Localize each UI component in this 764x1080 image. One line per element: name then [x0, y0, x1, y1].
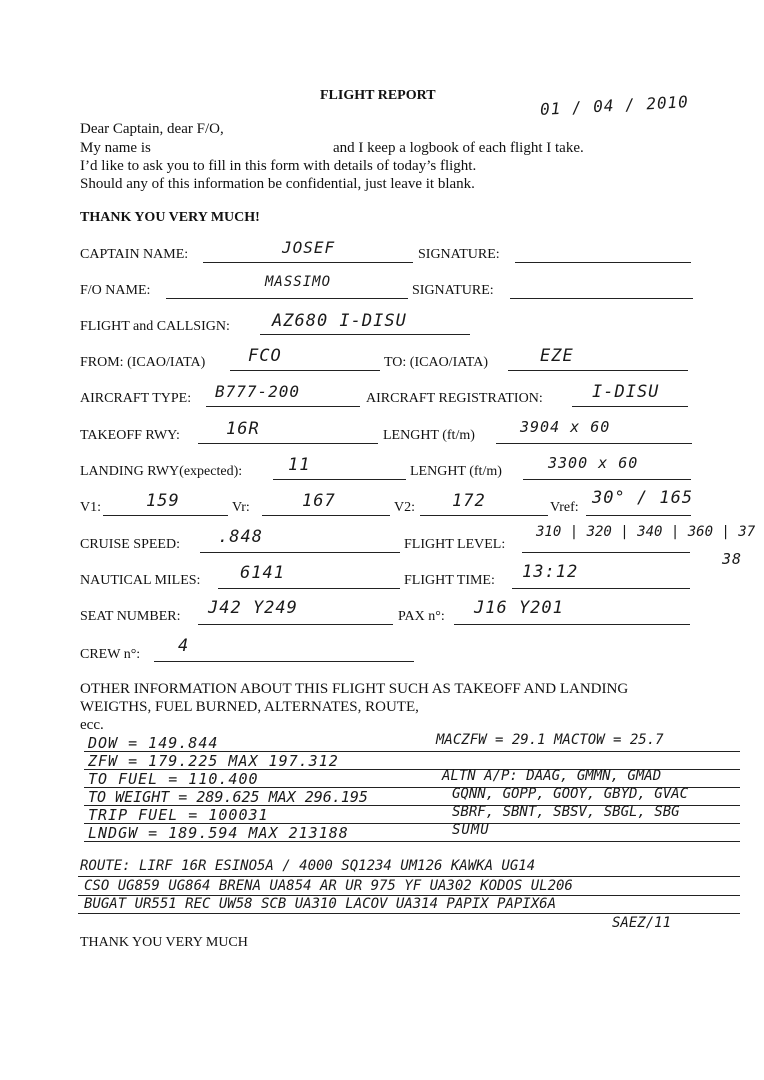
info-right-3: ALTN A/P: DAAG, GMMN, GMAD: [442, 768, 662, 784]
captain-name-label: CAPTAIN NAME:: [80, 247, 189, 262]
landing-length-label: LENGHT (ft/m): [410, 464, 502, 479]
v2-value: 172: [452, 491, 486, 511]
landing-rwy-line: [273, 479, 406, 480]
route-line-2: CSO UG859 UG864 BRENA UA854 AR UR 975 YF UA302 KODOS UL206: [84, 878, 573, 894]
landing-length-line: [523, 479, 691, 480]
captain-signature-label: SIGNATURE:: [418, 247, 500, 262]
pax-value: J16 Y201: [474, 598, 564, 618]
vref-line: [586, 515, 691, 516]
nautical-miles-label: NAUTICAL MILES:: [80, 573, 201, 588]
date-value: 01 / 04 / 2010: [539, 92, 690, 119]
thanks-heading: THANK YOU VERY MUCH!: [80, 210, 260, 225]
aircraft-type-value: B777-200: [215, 382, 301, 401]
cruise-speed-label: CRUISE SPEED:: [80, 537, 180, 552]
info-right-6: SUMU: [452, 822, 490, 838]
footer-thanks: THANK YOU VERY MUCH: [80, 935, 248, 950]
fo-name-label: F/O NAME:: [80, 283, 151, 298]
route-line-1: ROUTE: LIRF 16R ESINO5A / 4000 SQ1234 UM126 KAWKA UG14: [80, 858, 536, 874]
v1-line: [103, 515, 228, 516]
route-line-3: BUGAT UR551 REC UW58 SCB UA310 LACOV UA314 PAPIX PAPIX6A: [84, 896, 557, 912]
info-right-5: SBRF, SBNT, SBSV, SBGL, SBG: [452, 804, 680, 820]
intro-line-1: Dear Captain, dear F/O,: [80, 121, 224, 137]
other-info-heading-1: OTHER INFORMATION ABOUT THIS FLIGHT SUCH AS TAKEOFF AND LANDING: [80, 681, 629, 697]
landing-rwy-label: LANDING RWY(expected):: [80, 464, 243, 479]
takeoff-rwy-value: 16R: [226, 419, 260, 439]
page-title: FLIGHT REPORT: [320, 88, 436, 103]
aircraft-type-label: AIRCRAFT TYPE:: [80, 391, 192, 406]
flight-level-line: [522, 552, 690, 553]
landing-length-value: 3300 x 60: [548, 454, 639, 472]
flight-time-label: FLIGHT TIME:: [404, 573, 495, 588]
v1-value: 159: [146, 491, 180, 511]
takeoff-length-line: [496, 443, 692, 444]
seat-number-line: [198, 624, 393, 625]
info-left-2: ZFW = 179.225 MAX 197.312: [88, 752, 339, 770]
vr-line: [262, 515, 390, 516]
flight-level-value-2: 38: [722, 550, 743, 568]
info-right-1: MACZFW = 29.1 MACTOW = 25.7: [436, 732, 664, 748]
to-value: EZE: [540, 346, 574, 366]
pax-label: PAX n°:: [398, 609, 445, 624]
aircraft-registration-label: AIRCRAFT REGISTRATION:: [366, 391, 543, 406]
flight-level-value: 310 | 320 | 340 | 360 | 37: [536, 524, 756, 540]
seat-number-value: J42 Y249: [208, 598, 298, 618]
intro-line-2b: and I keep a logbook of each flight I take.: [333, 140, 584, 156]
cruise-speed-value: .848: [218, 527, 263, 547]
flight-time-value: 13:12: [522, 562, 579, 582]
flight-callsign-value: AZ680 I-DISU: [272, 311, 407, 331]
from-line: [230, 370, 380, 371]
seat-number-label: SEAT NUMBER:: [80, 609, 181, 624]
aircraft-registration-value: I-DISU: [592, 382, 660, 402]
vr-value: 167: [302, 491, 336, 511]
intro-line-2a: My name is: [80, 140, 151, 156]
captain-name-value: JOSEF: [282, 238, 336, 257]
aircraft-registration-line: [572, 406, 688, 407]
crew-value: 4: [178, 636, 190, 656]
v1-label: V1:: [80, 500, 101, 515]
to-line: [508, 370, 688, 371]
vr-label: Vr:: [232, 500, 250, 515]
info-left-5: TRIP FUEL = 100031: [88, 806, 269, 824]
info-left-6: LNDGW = 189.594 MAX 213188: [88, 824, 349, 842]
info-right-4: GQNN, GOPP, GOOY, GBYD, GVAC: [452, 786, 689, 802]
v2-line: [420, 515, 548, 516]
flight-level-label: FLIGHT LEVEL:: [404, 537, 506, 552]
v2-label: V2:: [394, 500, 415, 515]
fo-name-value: MASSIMO: [265, 274, 332, 290]
fo-name-line: [166, 298, 408, 299]
flight-callsign-label: FLIGHT and CALLSIGN:: [80, 319, 230, 334]
flight-time-line: [512, 588, 690, 589]
info-left-3: TO FUEL = 110.400: [88, 770, 259, 788]
info-left-4: TO WEIGHT = 289.625 MAX 296.195: [88, 788, 368, 806]
landing-rwy-value: 11: [288, 455, 311, 475]
from-label: FROM: (ICAO/IATA): [80, 355, 206, 370]
crew-label: CREW n°:: [80, 647, 141, 662]
route-end: SAEZ/11: [612, 915, 672, 931]
flight-callsign-line: [260, 334, 470, 335]
fo-signature-label: SIGNATURE:: [412, 283, 494, 298]
pax-line: [454, 624, 690, 625]
nautical-miles-value: 6141: [240, 563, 285, 583]
cruise-speed-line: [200, 552, 400, 553]
info-left-1: DOW = 149.844: [88, 734, 219, 752]
takeoff-length-label: LENGHT (ft/m): [383, 428, 475, 443]
info-rule-6: [84, 841, 740, 842]
crew-line: [154, 661, 414, 662]
route-rule-1: [78, 876, 740, 877]
from-value: FCO: [248, 346, 282, 366]
captain-name-line: [203, 262, 413, 263]
takeoff-rwy-line: [198, 443, 378, 444]
intro-line-4: Should any of this information be confidential, just leave it blank.: [80, 176, 475, 192]
route-rule-3: [78, 913, 740, 914]
aircraft-type-line: [206, 406, 360, 407]
vref-label: Vref:: [550, 500, 579, 515]
fo-signature-line: [510, 298, 693, 299]
nautical-miles-line: [218, 588, 400, 589]
to-label: TO: (ICAO/IATA): [384, 355, 488, 370]
takeoff-rwy-label: TAKEOFF RWY:: [80, 428, 180, 443]
takeoff-length-value: 3904 x 60: [520, 418, 611, 436]
captain-signature-line: [515, 262, 691, 263]
other-info-heading-2: WEIGTHS, FUEL BURNED, ALTERNATES, ROUTE,: [80, 699, 419, 715]
vref-value: 30° / 165: [592, 488, 694, 508]
intro-line-3: I’d like to ask you to fill in this form with details of today’s flight.: [80, 158, 477, 174]
other-info-heading-3: ecc.: [80, 717, 104, 733]
